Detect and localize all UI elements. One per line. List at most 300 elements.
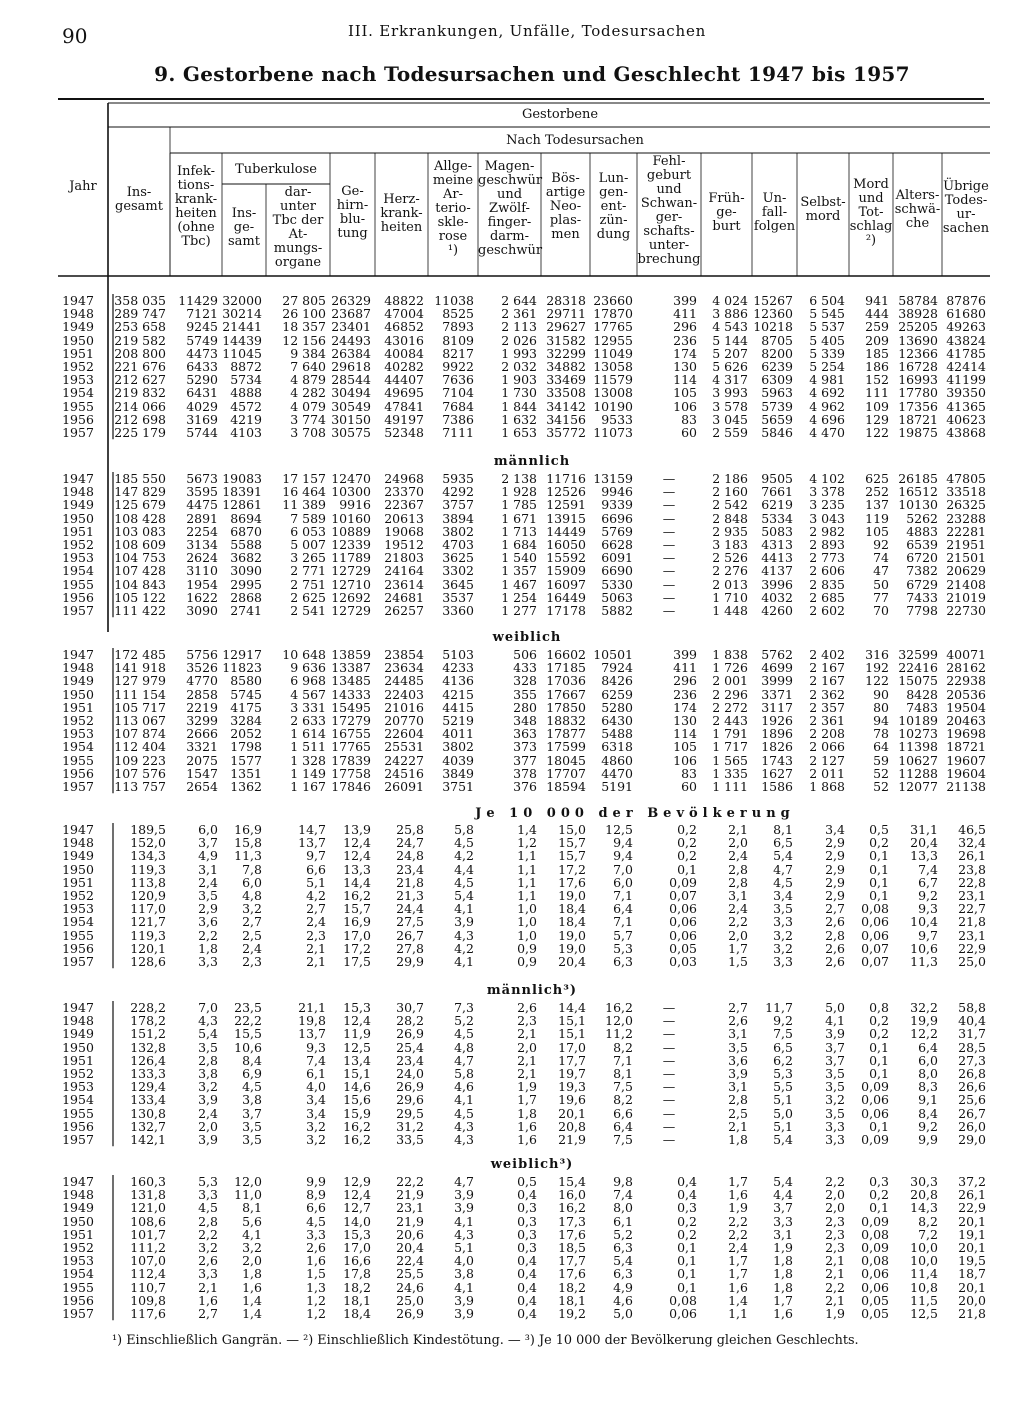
table-cell: 5334 (761, 510, 793, 526)
table-cell: 3134 (186, 537, 218, 553)
table-cell: 83 (681, 411, 697, 427)
data-column-2-13 (797, 648, 845, 793)
header-tuberkulose: Tuberkulose (235, 162, 317, 177)
table-cell: 13,3 (343, 861, 371, 877)
table-cell: 15,3 (343, 1226, 371, 1242)
year-cell: 1953 (62, 726, 94, 742)
table-cell: 0,2 (869, 835, 889, 851)
table-cell: 2 032 (501, 359, 537, 375)
table-cell: 129,4 (130, 1079, 166, 1095)
table-cell: 29627 (546, 319, 586, 335)
data-column-4-6 (428, 1001, 474, 1146)
table-cell: 130 (673, 713, 697, 729)
table-cell: 2 625 (290, 589, 326, 605)
table-cell: 11789 (331, 550, 371, 566)
data-column-1-5 (375, 472, 424, 617)
table-cell: 6729 (906, 576, 938, 592)
table-cell: 21,8 (958, 914, 986, 930)
table-cell: 12,5 (343, 1039, 371, 1055)
table-cell: 2 443 (712, 713, 748, 729)
table-cell: 0,06 (669, 927, 697, 943)
table-cell: 6,3 (613, 954, 633, 970)
table-cell: 20,4 (558, 954, 586, 970)
table-cell: 1,9 (728, 1200, 748, 1216)
table-cell: 2 357 (809, 699, 845, 715)
table-cell: 28318 (546, 293, 586, 308)
table-cell: 8428 (906, 686, 938, 702)
table-cell: 3,5 (198, 888, 218, 904)
year-cell: 1957 (62, 1306, 94, 1322)
table-cell: 1 335 (712, 765, 748, 781)
table-cell: 22367 (384, 497, 424, 513)
table-cell: 3,4 (773, 888, 793, 904)
table-cell: 1586 (761, 779, 793, 795)
table-cell: 1 565 (712, 752, 748, 768)
data-column-5-7 (478, 1175, 537, 1320)
table-cell: 8,1 (242, 1200, 262, 1216)
table-cell: 4,5 (454, 835, 474, 851)
table-cell: 4,0 (306, 1079, 326, 1095)
table-cell: 4770 (186, 673, 218, 689)
table-cell: 1 149 (290, 765, 326, 781)
data-column-3-16 (942, 823, 986, 968)
table-cell: 17846 (331, 779, 371, 795)
table-cell: 6 504 (809, 293, 845, 308)
table-cell: 1,7 (728, 1266, 748, 1282)
year-cell: 1954 (62, 385, 94, 401)
table-cell: 134,3 (130, 848, 166, 864)
table-cell: 253 658 (114, 319, 166, 335)
section-label-4: männlich³) (486, 983, 578, 998)
table-cell: 21951 (946, 537, 986, 553)
table-cell: 21016 (384, 699, 424, 715)
table-cell: 1 726 (712, 660, 748, 676)
table-cell: 14,7 (298, 822, 326, 837)
table-cell: 23,1 (958, 888, 986, 904)
header-col-1: Ins- gesamt (115, 185, 163, 214)
table-cell: 23,4 (396, 1052, 424, 1068)
table-cell: 1 632 (501, 411, 537, 427)
data-column-3-8 (541, 823, 586, 968)
table-cell: 15,1 (558, 1026, 586, 1042)
table-cell: 4413 (761, 550, 793, 566)
table-cell: 3625 (442, 550, 474, 566)
table-cell: 109 223 (114, 752, 166, 768)
data-column-1-9 (590, 472, 633, 617)
table-cell: 31,2 (396, 1118, 424, 1134)
table-cell: 10189 (898, 713, 938, 729)
table-cell: 5,4 (773, 848, 793, 864)
table-cell: — (662, 1079, 676, 1095)
table-cell: 3,2 (242, 1240, 262, 1256)
year-cell: 1949 (62, 497, 94, 513)
data-column-5-4 (330, 1175, 371, 1320)
year-cell: 1948 (62, 835, 94, 851)
table-cell: 10273 (898, 726, 938, 742)
table-cell: 9339 (601, 497, 633, 513)
table-cell: 2,6 (825, 954, 845, 970)
year-cell: 1949 (62, 1026, 94, 1042)
table-cell: 0,4 (517, 1292, 537, 1308)
year-cell: 1957 (62, 779, 94, 795)
header-col-6: Herz- krank- heiten (380, 192, 423, 235)
table-cell: 10,0 (910, 1240, 938, 1256)
table-cell: 174 (673, 699, 697, 715)
table-cell: 0,1 (869, 874, 889, 890)
table-cell: — (662, 550, 676, 566)
table-cell: 236 (673, 686, 697, 702)
table-cell: 24,7 (396, 835, 424, 851)
table-cell: 4 543 (712, 319, 748, 335)
table-cell: 10190 (593, 398, 633, 414)
table-cell: 5,1 (773, 1118, 793, 1134)
table-cell: 4,9 (613, 1279, 633, 1295)
table-cell: 2,4 (242, 940, 262, 956)
table-cell: 2 835 (809, 576, 845, 592)
table-cell: 52348 (384, 425, 424, 441)
table-cell: 1,2 (306, 1292, 326, 1308)
table-cell: 13,3 (910, 848, 938, 864)
table-cell: — (662, 497, 676, 513)
table-cell: 1,6 (728, 1187, 748, 1203)
data-column-0-4 (330, 294, 371, 439)
table-cell: — (662, 471, 676, 486)
year-cell: 1951 (62, 523, 94, 539)
year-cell: 1948 (62, 1187, 94, 1203)
table-cell: 111,2 (130, 1240, 166, 1256)
table-cell: 21803 (384, 550, 424, 566)
table-cell: 0,09 (861, 1240, 889, 1256)
table-cell: 17758 (331, 765, 371, 781)
table-cell: 19875 (898, 425, 938, 441)
table-cell: 0,07 (861, 940, 889, 956)
table-cell: 40084 (384, 345, 424, 361)
table-cell: 8,0 (918, 1066, 938, 1082)
table-cell: 2 402 (809, 647, 845, 662)
table-cell: 0,1 (869, 848, 889, 864)
table-cell: 59 (873, 752, 889, 768)
table-cell: 15,5 (234, 1026, 262, 1042)
table-cell: 6870 (230, 523, 262, 539)
data-column-0-10 (637, 294, 697, 439)
table-cell: 4 879 (290, 372, 326, 388)
table-cell: 1,4 (242, 1292, 262, 1308)
table-cell: 2,8 (728, 874, 748, 890)
table-cell: 141 918 (114, 660, 166, 676)
data-column-0-5 (375, 294, 424, 439)
table-cell: 1 467 (501, 576, 537, 592)
table-cell: 3110 (186, 563, 218, 579)
table-cell: 5 626 (712, 359, 748, 375)
table-cell: 17850 (546, 699, 586, 715)
table-cell: 5734 (230, 372, 262, 388)
table-cell: 23288 (946, 510, 986, 526)
table-cell: 5290 (186, 372, 218, 388)
table-cell: 3 774 (290, 411, 326, 427)
table-cell: 4,3 (198, 1013, 218, 1029)
table-cell: 11,4 (910, 1266, 938, 1282)
table-cell: 22281 (946, 523, 986, 539)
table-cell: 108 428 (114, 510, 166, 526)
table-cell: 4,3 (454, 1118, 474, 1134)
table-cell: 2995 (230, 576, 262, 592)
table-cell: 17,5 (343, 954, 371, 970)
header-gestorbene: Gestorbene (521, 107, 599, 122)
table-cell: 2,4 (728, 901, 748, 917)
table-cell: 47 (873, 563, 889, 579)
year-cell: 1955 (62, 1279, 94, 1295)
table-cell: 14,0 (343, 1213, 371, 1229)
table-cell: 9,2 (918, 888, 938, 904)
table-cell: 25531 (384, 739, 424, 755)
table-cell: 160,3 (130, 1174, 166, 1189)
table-cell: 7924 (601, 660, 633, 676)
table-cell: 18721 (946, 739, 986, 755)
table-cell: 1,3 (306, 1279, 326, 1295)
table-cell: 4219 (230, 411, 262, 427)
table-cell: 7893 (442, 319, 474, 335)
header-col-15: Mord und Tot- schlag ²) (849, 177, 893, 248)
table-cell: 2,7 (306, 901, 326, 917)
table-cell: 20,4 (910, 835, 938, 851)
table-cell: 189,5 (130, 822, 166, 837)
table-cell: 60 (681, 425, 697, 441)
table-cell: 399 (673, 293, 697, 308)
table-cell: 22,2 (396, 1174, 424, 1189)
year-cell: 1948 (62, 306, 94, 322)
table-cell: 120,9 (130, 888, 166, 904)
table-cell: 21408 (946, 576, 986, 592)
table-cell: 5191 (601, 779, 633, 795)
data-column-2-10 (637, 648, 697, 793)
table-cell: 5744 (186, 425, 218, 441)
table-cell: 15,3 (343, 1000, 371, 1015)
table-cell: 2 848 (712, 510, 748, 526)
table-cell: 0,5 (517, 1174, 537, 1189)
table-cell: 17877 (546, 726, 586, 742)
table-cell: 126,4 (130, 1052, 166, 1068)
table-cell: 1,6 (198, 1292, 218, 1308)
data-column-4-11 (701, 1001, 748, 1146)
data-column-5-11 (701, 1175, 748, 1320)
table-cell: 2,1 (825, 1253, 845, 1269)
table-cell: 40282 (384, 359, 424, 375)
table-cell: 5756 (186, 647, 218, 662)
header-col-7: Allge- meine Ar- terio- skle- rose ¹) (432, 159, 474, 258)
table-cell: 152,0 (130, 835, 166, 851)
table-cell: 107 428 (114, 563, 166, 579)
table-cell: 13690 (898, 332, 938, 348)
table-cell: 103 083 (114, 523, 166, 539)
header-nach-todesursachen: Nach Todesursachen (506, 133, 644, 148)
year-cell: 1947 (62, 647, 94, 662)
year-cell: 1952 (62, 1240, 94, 1256)
table-cell: 12339 (331, 537, 371, 553)
table-cell: 1896 (761, 726, 793, 742)
data-column-0-2 (222, 294, 262, 439)
table-cell: 0,1 (869, 1118, 889, 1134)
table-cell: 378 (513, 765, 537, 781)
year-cell: 1947 (62, 1174, 94, 1189)
table-cell: 4103 (230, 425, 262, 441)
table-cell: 11045 (222, 345, 262, 361)
table-cell: 6 968 (290, 673, 326, 689)
table-cell: 6,6 (306, 1200, 326, 1216)
table-cell: 23,4 (396, 861, 424, 877)
table-cell: 16,9 (343, 914, 371, 930)
table-cell: 119 (865, 510, 889, 526)
table-cell: 7,2 (918, 1226, 938, 1242)
table-cell: 5,4 (773, 1132, 793, 1148)
table-cell: 7382 (906, 563, 938, 579)
table-cell: 2 771 (290, 563, 326, 579)
table-cell: 2,1 (198, 1279, 218, 1295)
table-cell: 2,7 (242, 914, 262, 930)
data-column-4-7 (478, 1001, 537, 1146)
year-cell: 1949 (62, 1200, 94, 1216)
data-column-4-2 (222, 1001, 262, 1146)
table-cell: 1,6 (517, 1132, 537, 1148)
table-cell: 376 (513, 779, 537, 795)
table-cell: 21,8 (396, 874, 424, 890)
table-cell: 12366 (898, 345, 938, 361)
table-cell: 1,6 (242, 1279, 262, 1295)
table-cell: 15,4 (558, 1174, 586, 1189)
table-cell: 23,5 (234, 1000, 262, 1015)
table-cell: 132,7 (130, 1118, 166, 1134)
table-cell: 20613 (384, 510, 424, 526)
table-cell: 2 361 (809, 713, 845, 729)
table-cell: 80 (873, 699, 889, 715)
table-cell: 26329 (331, 293, 371, 308)
table-cell: 21,9 (558, 1132, 586, 1148)
table-cell: 2,6 (825, 914, 845, 930)
table-cell: 104 753 (114, 550, 166, 566)
table-cell: 17,3 (558, 1213, 586, 1229)
table-cell: 2,9 (825, 888, 845, 904)
table-cell: 29,9 (396, 954, 424, 970)
table-cell: 105 (673, 385, 697, 401)
table-cell: 19,1 (958, 1226, 986, 1242)
data-column-5-16 (942, 1175, 986, 1320)
table-cell: 2 644 (501, 293, 537, 308)
table-cell: 19,7 (558, 1066, 586, 1082)
table-cell: 17839 (331, 752, 371, 768)
table-cell: 19,0 (558, 940, 586, 956)
table-cell: 16993 (898, 372, 938, 388)
table-cell: 2,2 (728, 1226, 748, 1242)
table-cell: 2,3 (825, 1240, 845, 1256)
table-cell: 4,7 (454, 1174, 474, 1189)
table-cell: 15592 (546, 550, 586, 566)
table-cell: 47805 (946, 471, 986, 486)
table-cell: 3,7 (198, 835, 218, 851)
table-cell: 2654 (186, 779, 218, 795)
table-cell: 13485 (331, 673, 371, 689)
table-cell: 3299 (186, 713, 218, 729)
table-cell: 23370 (384, 484, 424, 500)
table-cell: 3,2 (198, 1079, 218, 1095)
table-cell: 64 (873, 739, 889, 755)
table-cell: 11716 (546, 471, 586, 486)
table-cell: 6,4 (918, 1039, 938, 1055)
table-cell: 15,0 (558, 822, 586, 837)
table-cell: 1,1 (517, 848, 537, 864)
table-cell: 2,7 (728, 1000, 748, 1015)
table-cell: 6309 (761, 372, 793, 388)
table-cell: 4 962 (809, 398, 845, 414)
table-cell: 4,3 (454, 927, 474, 943)
table-cell: 5 007 (290, 537, 326, 553)
table-cell: 2,2 (728, 914, 748, 930)
table-cell: 1,2 (306, 1306, 326, 1322)
table-cell: 112 404 (114, 739, 166, 755)
year-cell: 1957 (62, 954, 94, 970)
table-cell: 26325 (946, 497, 986, 513)
data-column-1-8 (541, 472, 586, 617)
table-cell: 13387 (331, 660, 371, 676)
table-cell: 4415 (442, 699, 474, 715)
table-cell: 29711 (546, 306, 586, 322)
table-cell: 6219 (761, 497, 793, 513)
table-cell: 6,4 (613, 1118, 633, 1134)
table-cell: 7483 (906, 699, 938, 715)
table-cell: 2 542 (712, 497, 748, 513)
table-cell: 137 (865, 497, 889, 513)
table-cell: 3,8 (198, 1066, 218, 1082)
table-cell: 49695 (384, 385, 424, 401)
table-cell: 26,8 (958, 1066, 986, 1082)
table-cell: 2666 (186, 726, 218, 742)
table-cell: 6,9 (242, 1066, 262, 1082)
table-cell: 0,4 (517, 1253, 537, 1269)
table-cell: 3,3 (198, 1187, 218, 1203)
table-cell: 15,6 (343, 1092, 371, 1108)
table-cell: 8,0 (613, 1200, 633, 1216)
table-cell: 2,6 (517, 1000, 537, 1015)
table-cell: 7,5 (773, 1026, 793, 1042)
table-cell: 19,3 (558, 1079, 586, 1095)
year-column-2 (58, 648, 98, 793)
table-cell: 117,6 (130, 1306, 166, 1322)
table-cell: 108 609 (114, 537, 166, 553)
year-cell: 1955 (62, 576, 94, 592)
table-cell: 40071 (946, 647, 986, 662)
table-cell: 24,8 (396, 848, 424, 864)
table-cell: 38928 (898, 306, 938, 322)
table-cell: 377 (513, 752, 537, 768)
table-cell: 289 747 (114, 306, 166, 322)
table-cell: 30150 (331, 411, 371, 427)
table-cell: — (662, 1052, 676, 1068)
table-cell: 58,8 (958, 1000, 986, 1015)
table-cell: 3537 (442, 589, 474, 605)
table-cell: 1622 (186, 589, 218, 605)
table-cell: 1 844 (501, 398, 537, 414)
table-cell: 17,0 (343, 927, 371, 943)
table-cell: 1 903 (501, 372, 537, 388)
table-cell: 37,2 (958, 1174, 986, 1189)
table-cell: 5,3 (198, 1174, 218, 1189)
table-cell: 11,7 (765, 1000, 793, 1015)
table-cell: 1351 (230, 765, 262, 781)
table-cell: 4883 (906, 523, 938, 539)
table-cell: 43016 (384, 332, 424, 348)
table-cell: 0,9 (517, 940, 537, 956)
table-cell: 19,5 (958, 1253, 986, 1269)
table-cell: 0,3 (517, 1226, 537, 1242)
table-cell: 13859 (331, 647, 371, 662)
